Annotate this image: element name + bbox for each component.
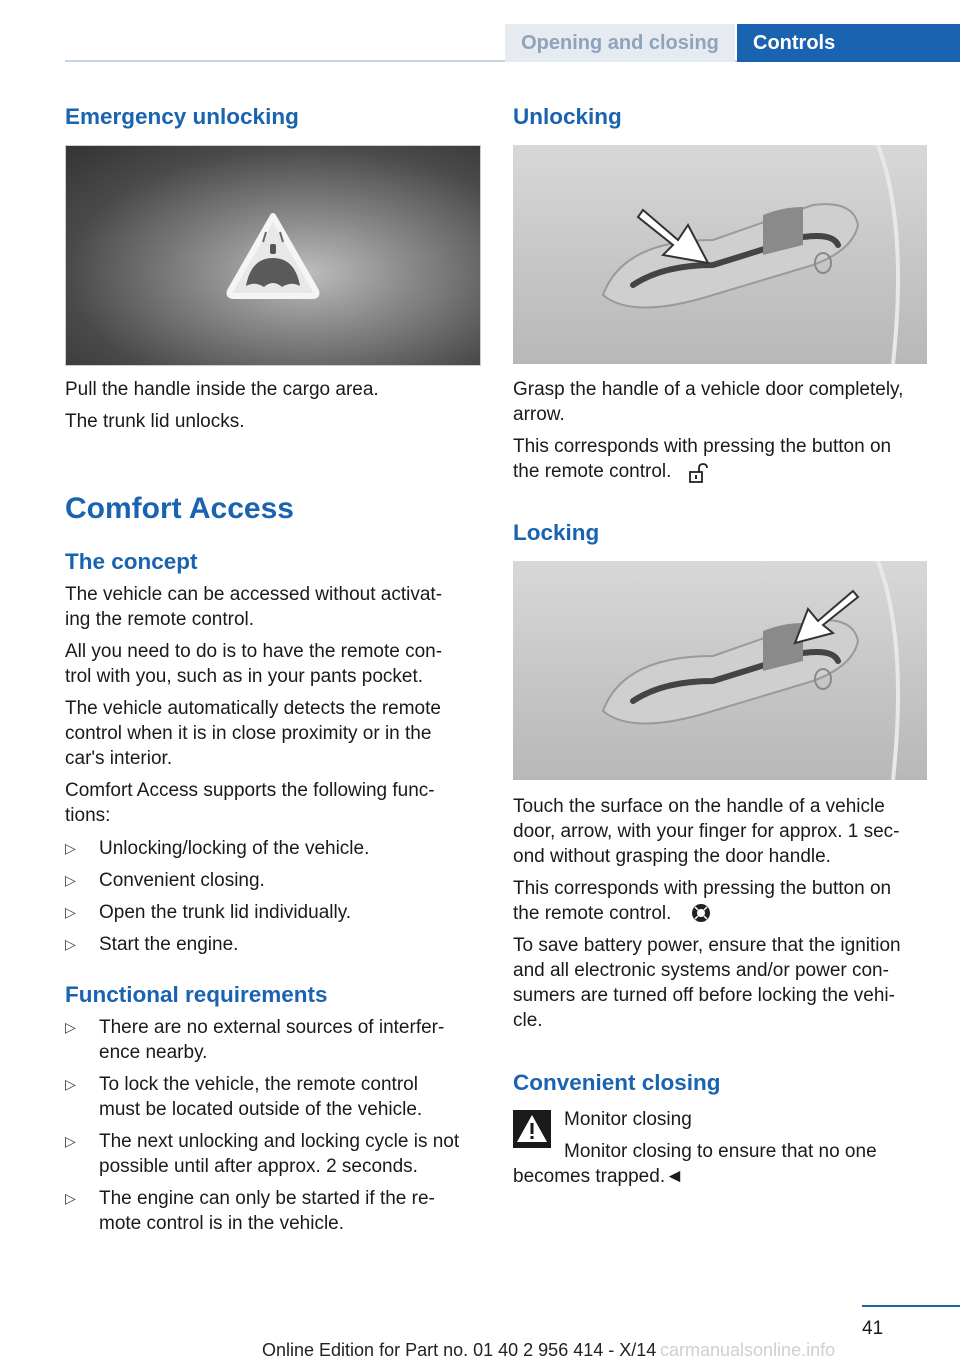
unlock-text-1a: Grasp the handle of a vehicle door completely,	[513, 379, 904, 400]
header-section-tab[interactable]: Opening and closing	[505, 24, 735, 62]
door-handle-lock-image	[513, 561, 927, 780]
unlock-text-2b: the remote control.	[513, 461, 672, 482]
footer-rule	[862, 1305, 960, 1307]
concept-text-2b: trol with you, such as in your pants pocket.	[65, 666, 424, 687]
bullet-triangle-icon: ▷	[65, 1133, 76, 1149]
functional-requirements-heading: Functional requirements	[65, 982, 328, 1007]
emergency-unlocking-heading: Emergency unlocking	[65, 104, 299, 129]
lock-text-1a: Touch the surface on the handle of a vehicle	[513, 796, 885, 817]
requirement-text: ence nearby.	[99, 1042, 208, 1063]
warning-triangle-icon	[513, 1110, 551, 1148]
lock-text-3a: To save battery power, ensure that the ignition	[513, 935, 901, 956]
edition-text: Online Edition for Part no. 01 40 2 956 414 - X/14	[262, 1340, 657, 1360]
bullet-triangle-icon: ▷	[65, 840, 76, 856]
warning-text-1: Monitor closing to ensure that no one	[564, 1141, 877, 1162]
convenient-closing-heading: Convenient closing	[513, 1070, 721, 1095]
warning-title: Monitor closing	[564, 1109, 692, 1130]
concept-text-3c: car's interior.	[65, 748, 173, 769]
lock-text-1b: door, arrow, with your finger for approx. 1 sec‐	[513, 821, 900, 842]
door-handle-illustration	[513, 561, 927, 780]
emergency-handle-icon	[66, 146, 480, 365]
function-text: Convenient closing.	[99, 870, 265, 891]
bullet-triangle-icon: ▷	[65, 1019, 76, 1035]
unlock-text-1b: arrow.	[513, 404, 565, 425]
emergency-text-2: The trunk lid unlocks.	[65, 411, 245, 432]
lock-text-3b: and all electronic systems and/or power con‐	[513, 960, 889, 981]
function-text: Open the trunk lid individually.	[99, 902, 352, 923]
bullet-triangle-icon: ▷	[65, 904, 76, 920]
bullet-triangle-icon: ▷	[65, 1190, 76, 1206]
page-number: 41	[862, 1318, 884, 1339]
bullet-triangle-icon: ▷	[65, 1076, 76, 1092]
concept-text-4a: Comfort Access supports the following func‐	[65, 780, 435, 801]
concept-text-3b: control when it is in close proximity or in the	[65, 723, 432, 744]
concept-heading: The concept	[65, 549, 198, 574]
unlocking-heading: Unlocking	[513, 104, 622, 129]
lock-text-3d: cle.	[513, 1010, 543, 1031]
trunk-emergency-handle-image	[65, 145, 481, 366]
function-text: Start the engine.	[99, 934, 239, 955]
requirement-text: There are no external sources of interfer‐	[99, 1017, 445, 1038]
requirement-text: The next unlocking and locking cycle is not	[99, 1131, 460, 1152]
door-handle-illustration	[513, 145, 927, 364]
lock-button-icon	[690, 902, 712, 924]
locking-heading: Locking	[513, 520, 600, 545]
lock-text-3c: sumers are turned off before locking the vehi‐	[513, 985, 895, 1006]
concept-text-1a: The vehicle can be accessed without activat‐	[65, 584, 443, 605]
concept-text-1b: ing the remote control.	[65, 609, 255, 630]
comfort-access-title: Comfort Access	[65, 492, 294, 525]
concept-text-2a: All you need to do is to have the remote con‐	[65, 641, 443, 662]
bullet-triangle-icon: ▷	[65, 936, 76, 952]
warning-text-2: becomes trapped.◄	[513, 1166, 684, 1187]
unlock-text-2a: This corresponds with pressing the button on	[513, 436, 892, 457]
door-handle-unlock-image	[513, 145, 927, 364]
lock-text-2b: the remote control.	[513, 903, 672, 924]
emergency-text-1: Pull the handle inside the cargo area.	[65, 379, 379, 400]
requirement-text: To lock the vehicle, the remote control	[99, 1074, 418, 1095]
concept-text-3a: The vehicle automatically detects the remote	[65, 698, 441, 719]
requirement-text: possible until after approx. 2 seconds.	[99, 1156, 418, 1177]
bullet-triangle-icon: ▷	[65, 872, 76, 888]
function-text: Unlocking/locking of the vehicle.	[99, 838, 370, 859]
lock-text-1c: ond without grasping the door handle.	[513, 846, 831, 867]
requirement-text: The engine can only be started if the re‐	[99, 1188, 435, 1209]
requirement-text: mote control is in the vehicle.	[99, 1213, 345, 1234]
requirement-text: must be located outside of the vehicle.	[99, 1099, 423, 1120]
warning-icon-box	[513, 1110, 551, 1148]
lock-text-2a: This corresponds with pressing the button on	[513, 878, 892, 899]
concept-text-4b: tions:	[65, 805, 111, 826]
header-chapter-tab[interactable]: Controls	[737, 24, 960, 62]
unlock-button-icon	[688, 462, 712, 484]
watermark-text: carmanualsonline.info	[660, 1340, 836, 1360]
